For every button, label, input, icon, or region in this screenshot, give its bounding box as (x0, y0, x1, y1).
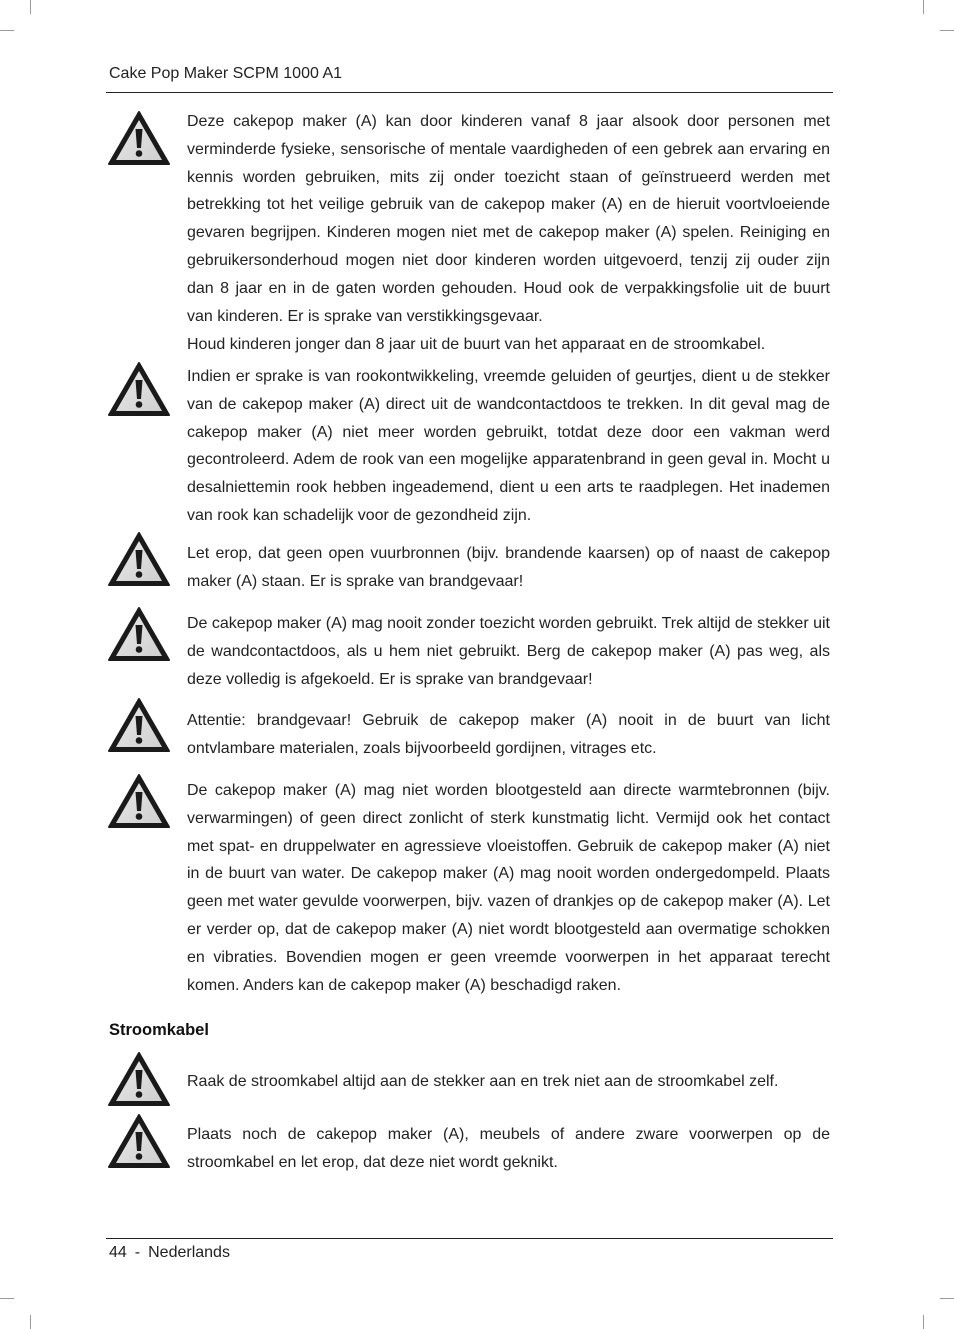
warning-text: De cakepop maker (A) mag niet worden blootgesteld aan directe warmtebronnen (bijv. verwarmingen) of geen direct zonlicht of sterk kunstmatig licht. Vermijd ook het contact met spat- en druppelwater en agressieve vloeistoffen. Gebruik de cakepop maker (A) niet in de buurt van water. De cakepop maker (A) mag nooit worden ondergedompeld. Plaats geen met water gevulde voorwerpen, bijv. vazen of drankjes op de cakepop maker (A). Let er verder op, dat de cakepop maker (A) niet wordt blootgesteld aan overmatige schokken en vibraties. Bovendien mogen er geen vreemde voorwerpen in het apparaat terecht komen. Anders kan de cakepop maker (A) beschadigd raken. (187, 782, 830, 994)
warning-text: Plaats noch de cakepop maker (A), meubels of andere zware voorwerpen op de stroomkabel en let erop, dat deze niet wordt geknikt. (187, 1126, 830, 1171)
footer-rule (106, 1238, 833, 1239)
warning-triangle-icon (107, 1051, 171, 1107)
crop-mark (30, 0, 31, 14)
crop-mark (923, 0, 924, 14)
warning-text: Deze cakepop maker (A) kan door kinderen vanaf 8 jaar alsook door personen met verminderde fysieke, sensorische of mentale vaardigheden of een gebrek aan ervaring en kennis worden gebruiken, mits zij onder toezicht staan of geïnstrueerd werden met betrekking tot het veilige gebruik van de cakepop maker (A) en de hieruit voortvloeiende gevaren begrijpen. Kinderen mogen niet met de cakepop maker (A) spelen. Reiniging en gebruikersonderhoud mogen niet door kinderen worden uitgevoerd, tenzij zij ouder zijn dan 8 jaar en in de gaten worden gehouden. Houd ook de verpakkingsfolie uit de buurt van kinderen. Er is sprake van verstikkingsgevaar. (187, 113, 830, 325)
footer-language: Nederlands (148, 1244, 230, 1261)
crop-mark (923, 1315, 924, 1329)
crop-mark (940, 1298, 954, 1299)
warning-text-extra: Houd kinderen jonger dan 8 jaar uit de buurt van het apparaat en de stroomkabel. (187, 336, 766, 353)
footer-separator: - (134, 1244, 141, 1261)
warning-text: Attentie: brandgevaar! Gebruik de cakepop maker (A) nooit in de buurt van licht ontvlambare materialen, zoals bijvoorbeeld gordijnen, vitrages etc. (187, 712, 830, 757)
crop-mark (30, 1315, 31, 1329)
header-rule (106, 92, 833, 93)
warning-text: Let erop, dat geen open vuurbronnen (bijv. brandende kaarsen) op of naast de cakepop maker (A) staan. Er is sprake van brandgevaar! (187, 545, 830, 590)
warning-triangle-icon (107, 110, 171, 166)
warning-text: Raak de stroomkabel altijd aan de stekker aan en trek niet aan de stroomkabel zelf. (187, 1073, 779, 1090)
warning-text: De cakepop maker (A) mag nooit zonder toezicht worden gebruikt. Trek altijd de stekker uit de wandcontactdoos, als u hem niet gebruikt. Berg de cakepop maker (A) pas weg, als deze volledig is afgekoeld. Er is sprake van brandgevaar! (187, 615, 830, 688)
crop-mark (0, 30, 14, 31)
warning-triangle-icon (107, 531, 171, 587)
page-footer (109, 1242, 230, 1264)
page-number: 44 (109, 1244, 127, 1261)
warning-triangle-icon (107, 697, 171, 753)
warning-triangle-icon (107, 1113, 171, 1169)
crop-mark (0, 1298, 14, 1299)
warning-triangle-icon (107, 606, 171, 662)
warning-triangle-icon (107, 773, 171, 829)
section-heading: Stroomkabel (109, 1021, 209, 1039)
page-header-title: Cake Pop Maker SCPM 1000 A1 (109, 65, 343, 82)
crop-mark (940, 30, 954, 31)
warning-text: Indien er sprake is van rookontwikkeling, vreemde geluiden of geurtjes, dient u de stekker van de cakepop maker (A) direct uit de wandcontactdoos te trekken. In dit geval mag de cakepop maker (A) niet meer worden gebruikt, totdat deze door een vakman werd gecontroleerd. Adem de rook van een mogelijke apparatenbrand in geen geval in. Mocht u desalniettemin rook hebben ingeademend, dient u een arts te raadplegen. Het inademen van rook kan schadelijk voor de gezondheid zijn. (187, 368, 830, 524)
warning-triangle-icon (107, 361, 171, 417)
